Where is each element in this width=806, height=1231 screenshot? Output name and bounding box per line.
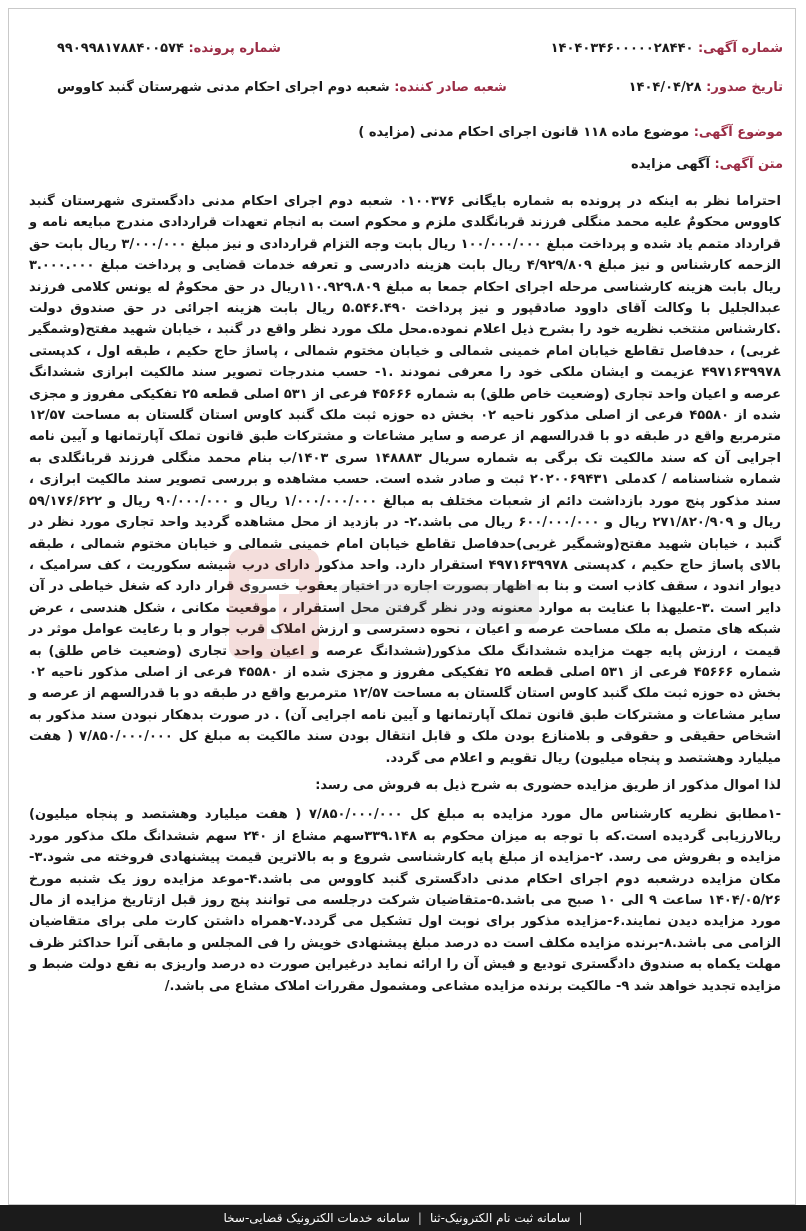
text-title-row bbox=[631, 157, 783, 172]
notice-body bbox=[29, 191, 781, 997]
notice-number-label: شماره آگهی: bbox=[697, 41, 783, 56]
text-label: متن آگهی: bbox=[714, 157, 783, 172]
footer-bar bbox=[0, 1205, 806, 1231]
text-title: آگهی مزایده bbox=[631, 157, 710, 172]
subject-label: موضوع آگهی: bbox=[693, 125, 783, 140]
subject-value: موضوع ماده ۱۱۸ قانون اجرای احکام مدنی (مزایده ) bbox=[358, 125, 690, 140]
subject-row bbox=[358, 125, 783, 140]
footer-link-sakha[interactable]: سامانه خدمات الکترونیک قضایی-سخا bbox=[223, 1211, 410, 1225]
footer-separator: | bbox=[578, 1211, 583, 1225]
notice-number-value: ۱۴۰۴۰۳۴۶۰۰۰۰۰۲۸۴۴۰ bbox=[550, 41, 694, 56]
footer-separator: | bbox=[417, 1211, 422, 1225]
footer-link-sana[interactable]: سامانه ثبت نام الکترونیک-ثنا bbox=[429, 1211, 571, 1225]
file-number-label: شماره پرونده: bbox=[188, 41, 281, 56]
body-paragraph-1: احتراما نظر به اینکه در پرونده به شماره بایگانی ۰۱۰۰۳۷۶ شعبه دوم اجرای احکام مدنی دادگستری شهرستان گنبد کاووس محکومٌ علیه محمد منگلی فرزند قربانگلدی ملزم و محکوم است به انجام تعهدات قراردادی مندرج مبایعه نامه و قرارداد متمم یاد شده و پرداخت مبلغ ۱۰۰/۰۰۰/۰۰۰ ریال بابت وجه التزام قراردادی و نیز مبلغ ۳/۰۰۰/۰۰۰ ریال بابت حق الزحمه کارشناس و نیز مبلغ ۴/۹۲۹/۸۰۹ ریال بابت هزینه دادرسی و تعرفه خدمات قضایی و پرداخت مبلغ ۳.۰۰۰.۰۰۰ ریال بابت هزینه کارشناسی مرحله اجرای احکام جمعا به مبلغ ۱۱۰.۹۲۹.۸۰۹ریال در حق محکومٌ له یونس کلامی فرزند عبدالجلیل با وکالت آقای داوود صادقپور و نیز پرداخت ۵.۵۴۶.۴۹۰ ریال بابت هزینه اجرائی در حق صندوق دولت .کارشناس منتخب نظریه خود را بشرح ذیل اعلام نموده.محل ملک مورد نظر واقع در گنبد ، خیابان شهید مفتح(وشمگیر غربی) ، حدفاصل تقاطع خیابان امام خمینی شمالی و خیابان مختوم شمالی ، پاساژ حاج حکیم ، طبقه اول ، کدپستی ۴۹۷۱۶۳۹۹۷۸ عزیمت و ایشان ملکی خود را معرفی نمودند .۱- حسب مندرجات تصویر سند مالکیت ابرازی ششدانگ عرصه و اعیان واحد تجاری (وضعیت خاص طلق) به شماره ۴۵۶۶۶ فرعی از ۵۳۱ اصلی قطعه ۲۵ تفکیکی مفروز و مجزی شده از ۴۵۵۸۰ فرعی از اصلی مذکور ناحیه ۰۲ بخش ده حوزه ثبت ملک گنبد کاوس استان گلستان به مساحت ۱۲/۵۷ مترمربع واقع در طبقه دو با قدرالسهم از عرصه و سایر مشاعات و مشترکات طبق قانون تملک آپارتمانها و آیین نامه اجرایی آن که سند مالکیت تک برگی به شماره سریال ۱۴۸۸۸۳ سری ۱۴۰۳/ب بنام محمد منگلی فرزند قربانگلدی به شماره شناسنامه / کدملی ۲۰۲۰۰۶۹۴۳۱ ثبت و صادر شده است. حسب مشاهده و بررسی تصویر سند مالکیت ابرازی ، سند مذکور پنج مورد بازداشت دائم از شعبات مختلف به مبالغ ۱/۰۰۰/۰۰۰/۰۰۰ ریال و ۹۰/۰۰۰/۰۰۰ ریال و ۵۹/۱۷۶/۶۲۲ ریال و ۲۷۱/۸۲۰/۹۰۹ ریال و ۶۰۰/۰۰۰/۰۰۰ ریال می باشد.۲- در بازدید از محل مشاهده گردید واحد تجاری مورد نظر در گنبد ، خیابان شهید مفتح(وشمگیر غربی)حدفاصل تقاطع خیابان امام خمینی شمالی و خیابان مختوم شمالی ، طبقه بالای پاساژ حاج حکیم ، کدپستی ۴۹۷۱۶۳۹۹۷۸ استقرار دارد. واحد مذکور دارای درب شیشه سکوریت ، کف سرامیک ، دیوار اندود ، سقف کاذب است و بنا به اظهار بصورت اجاره در اختیار یعقوب خسروی قرار دارد که شغل خیاطی در آن دایر است .۳-علیهذا با عنایت به موارد معنونه ودر نظر گرفتن محل استقرار ، موقعیت مکانی ، شکل هندسی ، عرض شبکه های متصل به ملک مساحت عرصه و اعیان ، نحوه دسترسی و ارزش املاک قرب جوار و با رعایت عوامل موثر در قیمت ، ارزش پایه جهت مزایده ششدانگ ملک مذکور(ششدانگ عرصه و اعیان واحد تجاری (وضعیت خاص طلق) به شماره ۴۵۶۶۶ فرعی از ۵۳۱ اصلی قطعه ۲۵ تفکیکی مفروز و مجزی شده از ۴۵۵۸۰ فرعی از اصلی مذکور ناحیه ۰۲ بخش ده حوزه ثبت ملک گنبد کاوس استان گلستان به مساحت ۱۲/۵۷ مترمربع واقع در طبقه دو با قدرالسهم از عرصه و سایر مشاعات و مشترکات طبق قانون تملک آپارتمانها و آیین نامه اجرایی آن) . در صورت بدهکار نبودن سند مذکور به اشخاص حقیقی و حقوقی و بلامنازع بودن ملک و قابل انتقال بودن سند مالکیت به مبلغ کل ۷/۸۵۰/۰۰۰/۰۰۰ ( هفت میلیارد وهشتصد و پنجاه میلیون) ریال تقویم و اعلام می گردد. bbox=[29, 194, 782, 766]
notice-frame bbox=[8, 8, 796, 1205]
notice-number-row bbox=[551, 41, 783, 56]
issue-date-label: تاریخ صدور: bbox=[706, 80, 783, 95]
file-number-value: ۹۹۰۹۹۸۱۷۸۸۴۰۰۵۷۴ bbox=[57, 41, 184, 56]
issue-date-value: ۱۴۰۴/۰۴/۲۸ bbox=[628, 80, 702, 95]
body-paragraph-3: -۱مطابق نظریه کارشناس مال مورد مزایده به مبلغ کل ۷/۸۵۰/۰۰۰/۰۰۰ ( هفت میلیارد وهشتصد و پنجاه میلیون) ریالارزیابی گردیده است.که با توجه به میزان محکوم به ۳۳۹.۱۴۸سهم مشاع از ۲۴۰ سهم ششدانگ ملک مذکور مورد مزایده و بفروش می رسد. ۲-مزایده از مبلغ پایه کارشناسی شروع و به بالاترین قیمت پیشنهادی فروخته می شود.۳-مکان مزایده درشعبه دوم اجرای احکام مدنی دادگستری گنبد کاووس می باشد.۴-موعد مزایده روز یک شنبه مورخ ۱۴۰۴/۰۵/۲۶ ساعت ۹ الی ۱۰ صبح می باشد.۵-متقاضیان شرکت درجلسه می توانند پنج روز قبل ازتاریخ مزایده از مال مورد مزایده دیدن نمایند.۶-مزایده مذکور برای نوبت اول تشکیل می گردد.۷-همراه داشتن کارت ملی برای متقاضیان الزامی می باشد.۸-برنده مزایده مکلف است ده درصد مبلغ پیشنهادی خویش را فی المجلس و مابقی آنرا حداکثر ظرف مهلت یکماه به صندوق دادگستری تودیع و فیش آن را ارائه نماید درغیراین صورت ده درصد واریزی به نفع دولت ضبط و مزایده تجدید خواهد شد ۹- مالکیت برنده مزایده مشاعی ومشمول مقررات املاک مشاع می باشد./ bbox=[29, 807, 782, 994]
body-paragraph-2: لذا اموال مذکور از طریق مزایده حضوری به شرح ذیل به فروش می رسد: bbox=[315, 777, 781, 793]
file-number-row bbox=[57, 41, 281, 56]
issuer-row bbox=[57, 80, 507, 95]
issue-date-row bbox=[629, 80, 783, 95]
issuer-label: شعبه صادر کننده: bbox=[394, 80, 507, 95]
issuer-value: شعبه دوم اجرای احکام مدنی شهرستان گنبد کاووس bbox=[57, 80, 390, 95]
